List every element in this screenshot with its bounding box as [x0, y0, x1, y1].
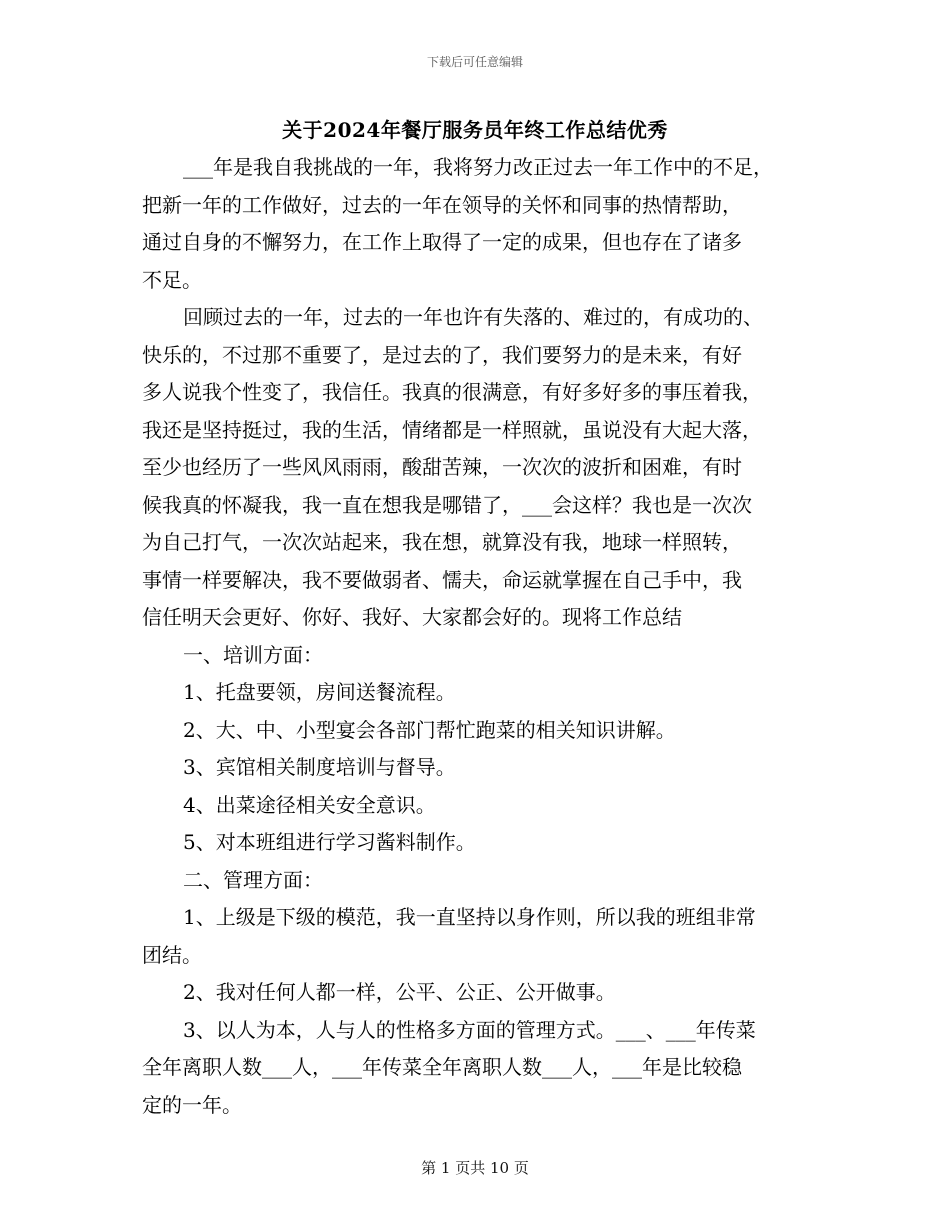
list-item: 1、托盘要领，房间送餐流程。	[183, 680, 456, 704]
list-item: 2、我对任何人都一样，公平、公正、公开做事。	[183, 980, 616, 1004]
list-item: 3、宾馆相关制度培训与督导。	[183, 755, 456, 779]
section-heading: 一、培训方面：	[183, 642, 323, 667]
list-item: 5、对本班组进行学习酱料制作。	[183, 830, 476, 854]
text-line: 回顾过去的一年，过去的一年也许有失落的、难过的，有成功的、	[183, 305, 763, 329]
list-item: 2、大、中、小型宴会各部门帮忙跑菜的相关知识讲解。	[183, 717, 676, 742]
text-line: 团结。	[142, 942, 202, 967]
text-line: 多人说我个性变了，我信任。我真的很满意，有好多好多的事压着我，	[142, 380, 762, 404]
text-line: 事情一样要解决，我不要做弱者、懦夫，命运就掌握在自己手中，我	[142, 567, 742, 592]
text-line: 至少也经历了一些风风雨雨，酸甜苦辣，一次次的波折和困难，有时	[142, 455, 742, 479]
list-item: 3、以人为本，人与人的性格多方面的管理方式。___、___年传菜	[183, 1017, 756, 1042]
text-line: 通过自身的不懈努力，在工作上取得了一定的成果，但也存在了诸多	[142, 230, 742, 254]
list-item: 4、出菜途径相关安全意识。	[183, 792, 436, 817]
document-body	[142, 149, 832, 1124]
text-line: 把新一年的工作做好，过去的一年在领导的关怀和同事的热情帮助，	[142, 192, 742, 217]
page-number: 第 1 页共 10 页	[421, 1159, 529, 1177]
text-line: 定的一年。	[142, 1092, 242, 1117]
text-line: 快乐的，不过那不重要了，是过去的了，我们要努力的是未来，有好	[142, 342, 742, 367]
text-line: 我还是坚持挺过，我的生活，情绪都是一样照就，虽说没有大起大落，	[142, 417, 762, 442]
text-line: ___年是我自我挑战的一年，我将努力改正过去一年工作中的不足，	[183, 155, 773, 179]
page-header-note: 下载后可任意编辑	[426, 55, 523, 69]
document-title: 关于2024年餐厅服务员年终工作总结优秀	[282, 118, 668, 142]
section-heading: 二、管理方面：	[183, 867, 323, 892]
text-line: 为自己打气，一次次站起来，我在想，就算没有我，地球一样照转，	[142, 530, 742, 554]
list-item: 1、上级是下级的模范，我一直坚持以身作则，所以我的班组非常	[183, 905, 756, 929]
text-line: 候我真的怀凝我，我一直在想我是哪错了，___会这样？我也是一次次	[142, 492, 752, 517]
text-line: 不足。	[142, 267, 202, 292]
text-line: 信任明天会更好、你好、我好、大家都会好的。现将工作总结	[142, 605, 682, 629]
text-line: 全年离职人数___人，___年传菜全年离职人数___人，___年是比较稳	[142, 1055, 742, 1079]
